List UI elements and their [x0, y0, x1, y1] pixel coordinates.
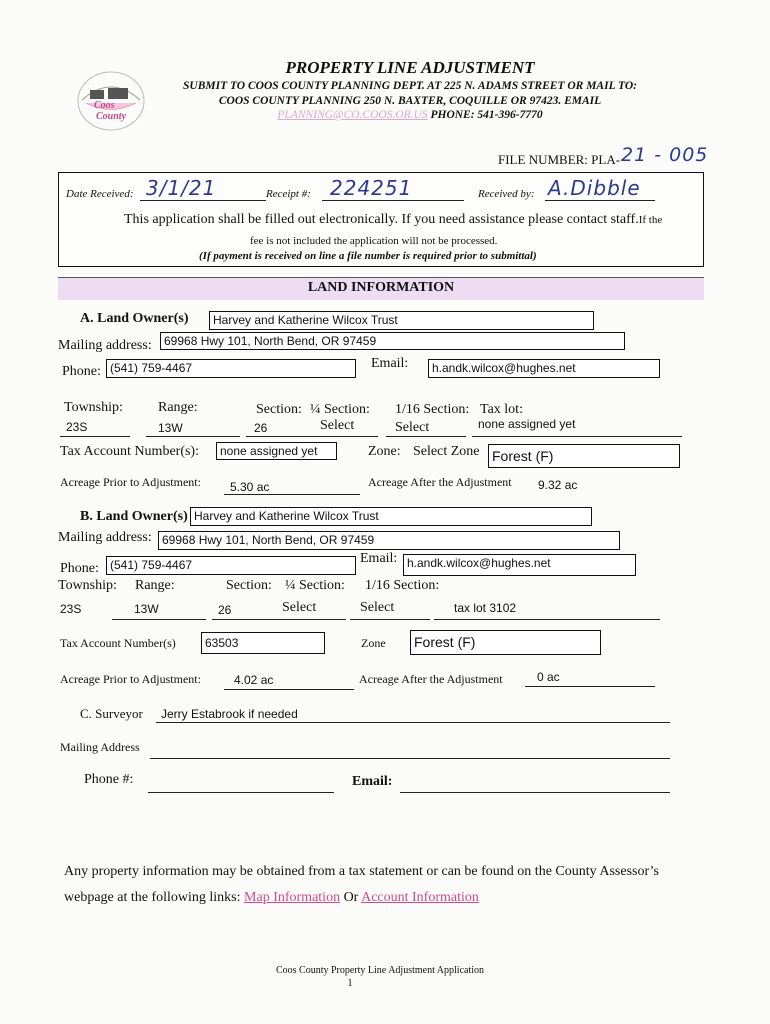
surveyor-value[interactable]: Jerry Estabrook if needed	[161, 707, 298, 721]
owner-b-mailing-field[interactable]: 69968 Hwy 101, North Bend, OR 97459	[158, 531, 620, 550]
owner-a-email-label: Email:	[371, 356, 409, 371]
owner-b-taxlot[interactable]: tax lot 3102	[454, 601, 517, 615]
page-footer-title: Coos County Property Line Adjustment Application	[275, 965, 485, 976]
owner-a-township[interactable]: 23S	[66, 420, 88, 434]
submit-line-2: COOS COUNTY PLANNING 250 N. BAXTER, COQUILLE OR 97423. EMAIL	[218, 95, 602, 107]
owner-a-name-field[interactable]: Harvey and Katherine Wilcox Trust	[209, 311, 594, 330]
owner-b-sixteenth-select[interactable]: Select	[360, 600, 395, 615]
receipt-label: Receipt #:	[266, 188, 311, 200]
owner-a-range-label: Range:	[158, 400, 198, 415]
file-number-label: FILE NUMBER: PLA-	[498, 152, 621, 167]
surveyor-mailing-line[interactable]	[150, 758, 670, 759]
owner-b-sixteenth-label: 1/16 Section:	[365, 578, 440, 593]
owner-b-acreage-after[interactable]: 0 ac	[537, 670, 560, 684]
owner-a-tax-account-field[interactable]: none assigned yet	[216, 442, 337, 460]
contact-line	[0, 109, 770, 121]
surveyor-phone-label: Phone #:	[84, 772, 134, 787]
logo-text-1: Coos	[94, 100, 115, 111]
owner-a-tax-account-label: Tax Account Number(s):	[60, 444, 199, 459]
owner-a-range[interactable]: 13W	[158, 421, 183, 435]
owner-b-township-label: Township:	[58, 578, 117, 593]
owner-a-phone-label: Phone:	[62, 364, 101, 379]
surveyor-label: C. Surveyor	[80, 706, 143, 721]
owner-b-section-label: Section:	[226, 578, 272, 593]
payment-text: (If payment is received on line a file number is required prior to submittal)	[199, 250, 537, 262]
owner-b-acreage-prior-label: Acreage Prior to Adjustment:	[60, 672, 201, 686]
section-title: LAND INFORMATION	[307, 280, 455, 295]
info-line-2: webpage at the following links: Map Information Or Account Information	[64, 890, 479, 905]
owner-b-mailing-label: Mailing address:	[58, 530, 152, 545]
owner-b-name-field[interactable]: Harvey and Katherine Wilcox Trust	[190, 507, 592, 526]
fee-text: fee is not included the application will not be processed.	[250, 235, 498, 247]
owner-a-taxlot-label: Tax lot:	[480, 402, 523, 417]
owner-b-tax-account-field[interactable]: 63503	[201, 632, 325, 654]
owner-a-mailing-label: Mailing address:	[58, 338, 152, 353]
owner-a-sixteenth-select[interactable]: Select	[395, 420, 430, 435]
receipt-value: 224251	[330, 176, 413, 200]
owner-b-section[interactable]: 26	[218, 603, 232, 617]
received-by-label: Received by:	[478, 188, 535, 200]
owner-a-acreage-after[interactable]: 9.32 ac	[538, 478, 578, 492]
planning-email-link[interactable]: PLANNING@CO.COOS.OR.US	[277, 109, 428, 121]
received-by-value: A.Dibble	[548, 176, 641, 200]
surveyor-email-line[interactable]	[400, 792, 670, 793]
owner-a-quarter-label: ¼ Section:	[310, 402, 370, 417]
owner-a-section[interactable]: 26	[254, 421, 268, 435]
owner-a-mailing-field[interactable]: 69968 Hwy 101, North Bend, OR 97459	[160, 332, 625, 350]
owner-b-tax-account-label: Tax Account Number(s)	[60, 636, 176, 650]
page-number: 1	[347, 978, 353, 989]
owner-a-phone-field[interactable]: (541) 759-4467	[106, 359, 356, 378]
owner-b-acreage-prior[interactable]: 4.02 ac	[234, 673, 274, 687]
owner-b-range-label: Range:	[135, 578, 175, 593]
date-received-label: Date Received:	[66, 188, 134, 200]
surveyor-phone-line[interactable]	[148, 792, 334, 793]
owner-a-acreage-prior-label: Acreage Prior to Adjustment:	[60, 475, 201, 489]
owner-b-quarter-select[interactable]: Select	[282, 600, 317, 615]
submit-line-1: SUBMIT TO COOS COUNTY PLANNING DEPT. AT 225 N. ADAMS STREET OR MAIL TO:	[183, 80, 637, 92]
owner-b-phone-field[interactable]: (541) 759-4467	[106, 556, 356, 575]
logo-text-2: County	[96, 111, 127, 122]
owner-a-email-field[interactable]: h.andk.wilcox@hughes.net	[428, 359, 660, 378]
surveyor-email-label: Email:	[352, 774, 393, 789]
owner-b-phone-label: Phone:	[60, 561, 99, 576]
owner-b-range[interactable]: 13W	[134, 602, 159, 616]
info-line-1: Any property information may be obtained from a tax statement or can be found on the County Assessor’s	[64, 864, 659, 879]
owner-a-zone-field[interactable]: Forest (F)	[488, 444, 680, 468]
map-information-link[interactable]: Map Information	[244, 890, 341, 905]
owner-a-label: A. Land Owner(s)	[80, 311, 189, 326]
surveyor-mailing-label: Mailing Address	[60, 740, 140, 754]
owner-a-acreage-prior[interactable]: 5.30 ac	[230, 480, 270, 494]
owner-b-zone-label: Zone	[361, 636, 386, 650]
owner-b-acreage-after-label: Acreage After the Adjustment	[359, 672, 503, 686]
owner-b-quarter-label: ¼ Section:	[285, 578, 345, 593]
notice-text: This application shall be filled out electronically. If you need assistance please contact staff.If the	[124, 212, 663, 227]
owner-b-email-label: Email:	[360, 551, 398, 566]
owner-a-township-label: Township:	[64, 400, 123, 415]
date-received-value: 3/1/21	[146, 176, 217, 200]
page-title: PROPERTY LINE ADJUSTMENT	[285, 58, 535, 77]
phone-text: PHONE: 541-396-7770	[430, 109, 543, 121]
owner-b-label: B. Land Owner(s)	[80, 509, 188, 524]
owner-a-zone-select-label: Select Zone	[413, 444, 480, 459]
owner-b-township[interactable]: 23S	[60, 602, 82, 616]
owner-a-taxlot[interactable]: none assigned yet	[478, 417, 576, 431]
owner-a-section-label: Section:	[256, 402, 302, 417]
owner-a-acreage-after-label: Acreage After the Adjustment	[368, 475, 512, 489]
account-information-link[interactable]: Account Information	[361, 890, 479, 905]
owner-a-zone-label: Zone:	[368, 444, 401, 459]
owner-a-quarter-select[interactable]: Select	[320, 418, 355, 433]
file-number-value: 21 - 005	[621, 144, 709, 166]
owner-b-email-field[interactable]: h.andk.wilcox@hughes.net	[403, 554, 636, 576]
owner-b-zone-field[interactable]: Forest (F)	[410, 630, 601, 655]
owner-a-sixteenth-label: 1/16 Section:	[395, 402, 470, 417]
